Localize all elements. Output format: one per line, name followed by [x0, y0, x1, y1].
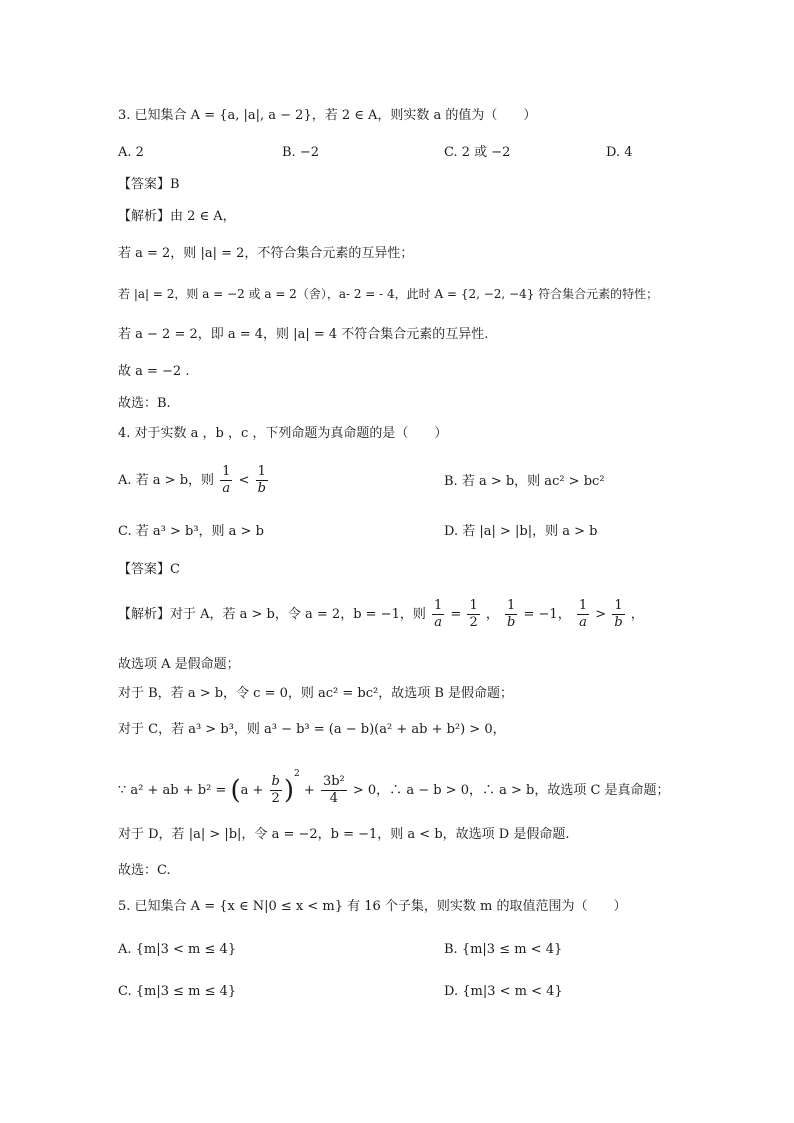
analysis-a-prefix: 【解析】对于 A，若 a > b，令 a = 2，b = −1，则 — [118, 607, 426, 622]
numerator: 1 — [256, 464, 268, 481]
q3-analysis-line-2: 若 a = 2，则 |a| = 2，不符合集合元素的互异性； — [118, 246, 414, 261]
q5-option-b: B. {m|3 ≤ m < 4} — [444, 942, 563, 957]
denominator: 2 — [271, 791, 280, 806]
analysis-c2-a: a + — [240, 783, 264, 798]
fraction — [256, 464, 268, 497]
denominator: b — [507, 615, 516, 630]
open-paren: ( — [230, 775, 241, 806]
separator: ， — [485, 607, 499, 622]
separator: ， — [630, 607, 644, 622]
close-paren: ) — [283, 775, 295, 806]
q4-option-a-prefix: A. 若 a > b，则 — [118, 473, 215, 488]
q3-analysis-line-3: 若 |a| = 2，则 a = −2 或 a = 2（舍），a- 2 = - 4，此时 A = {2, −2, −4} 符合集合元素的特性； — [118, 287, 659, 301]
q4-answer: 【答案】C — [118, 562, 180, 577]
equals: = −1， — [523, 607, 571, 622]
q4-analysis-b: 对于 B，若 a > b，令 c = 0，则 ac² = bc²，故选项 B 是假命题； — [118, 686, 514, 701]
numerator: 1 — [578, 598, 588, 613]
fraction — [505, 598, 517, 631]
q4-option-a — [118, 464, 270, 497]
numerator: 3b² — [322, 774, 345, 789]
q3-stem: 3. 已知集合 A = {a, |a|, a − 2}，若 2 ∈ A，则实数 a 的值为（ ） — [118, 108, 537, 123]
q4-analysis-a — [118, 598, 644, 631]
fraction — [220, 464, 232, 497]
q3-option-b: B. −2 — [282, 145, 319, 160]
fraction — [321, 774, 347, 807]
denominator: a — [579, 615, 587, 630]
denominator: a — [222, 481, 231, 496]
equals: = — [450, 607, 462, 622]
denominator: b — [614, 615, 623, 630]
denominator: 4 — [329, 791, 338, 806]
q4-stem: 4. 对于实数 a ，b ，c ，下列命题为真命题的是（ ） — [118, 426, 448, 441]
fraction — [577, 598, 589, 631]
less-than: < — [238, 473, 250, 488]
analysis-c2-prefix: ∵ a² + ab + b² = — [118, 783, 227, 798]
q4-analysis-a-conclusion: 故选项 A 是假命题； — [118, 657, 240, 672]
q5-stem: 5. 已知集合 A = {x ∈ N|0 ≤ x < m} 有 16 个子集，则实数 m 的取值范围为（ ） — [118, 899, 627, 914]
numerator: b — [271, 774, 280, 789]
q4-analysis-c-2 — [118, 764, 670, 807]
q3-analysis-line-5: 故 a = −2 . — [118, 364, 190, 379]
q4-analysis-d: 对于 D，若 |a| > |b|，令 a = −2，b = −1，则 a < b，故选项 D 是假命题. — [118, 827, 570, 842]
q3-analysis-line-4: 若 a − 2 = 2，即 a = 4，则 |a| = 4 不符合集合元素的互异性. — [118, 327, 489, 342]
numerator: 1 — [469, 598, 478, 613]
numerator: 1 — [612, 598, 624, 615]
q3-analysis-line-1: 【解析】由 2 ∈ A， — [118, 209, 236, 224]
q4-option-c: C. 若 a³ > b³，则 a > b — [118, 524, 264, 539]
analysis-c2-suffix: > 0，∴ a − b > 0，∴ a > b，故选项 C 是真命题； — [352, 783, 670, 798]
denominator: b — [257, 481, 266, 496]
q5-option-c: C. {m|3 ≤ m ≤ 4} — [118, 984, 237, 999]
fraction — [467, 598, 479, 631]
greater-than: > — [595, 607, 607, 622]
fraction — [432, 598, 444, 631]
numerator: 1 — [433, 598, 443, 613]
q3-analysis-line-6: 故选：B. — [118, 396, 171, 411]
q4-analysis-c-1: 对于 C，若 a³ > b³，则 a³ − b³ = (a − b)(a² + ab + b²) > 0， — [118, 722, 506, 737]
q5-option-d: D. {m|3 < m < 4} — [444, 984, 563, 999]
square-exponent: 2 — [294, 769, 300, 779]
q3-option-a: A. 2 — [118, 145, 144, 160]
q4-final: 故选：C. — [118, 863, 171, 878]
q3-option-c: C. 2 或 −2 — [444, 145, 511, 160]
fraction — [612, 598, 624, 631]
fraction — [270, 774, 282, 807]
plus: + — [303, 783, 315, 798]
q3-answer: 【答案】B — [118, 177, 180, 192]
q4-option-b: B. 若 a > b，则 ac² > bc² — [444, 474, 605, 489]
denominator: a — [434, 615, 442, 630]
q3-option-d: D. 4 — [606, 145, 633, 160]
q4-option-d: D. 若 |a| > |b|，则 a > b — [444, 524, 598, 539]
numerator: 1 — [222, 464, 231, 479]
denominator: 2 — [469, 615, 478, 630]
q5-option-a: A. {m|3 < m ≤ 4} — [118, 942, 237, 957]
numerator: 1 — [505, 598, 517, 615]
